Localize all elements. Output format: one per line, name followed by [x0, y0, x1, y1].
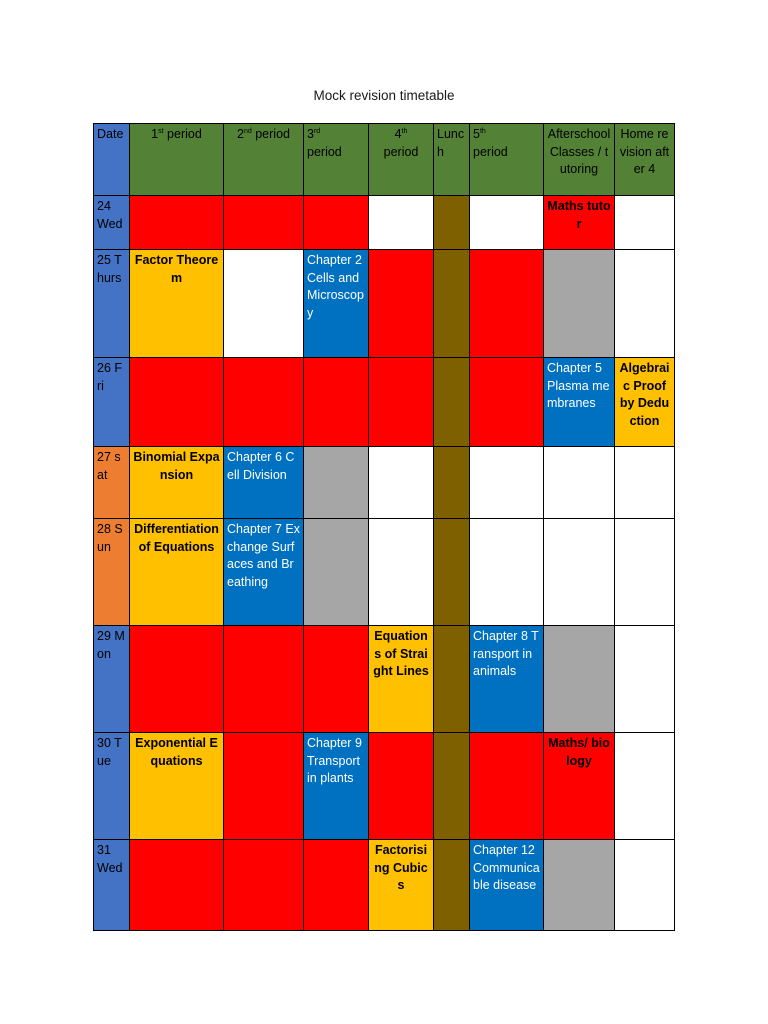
slot-cell [544, 733, 615, 840]
slot-cell [544, 250, 615, 358]
slot-cell [130, 733, 224, 840]
slot-text: Exponential Equations [135, 736, 218, 768]
date-label: 31 Wed [97, 843, 123, 875]
table-row [94, 196, 675, 250]
slot-cell [130, 250, 224, 358]
header-p5-num: 5 [473, 127, 480, 141]
slot-cell [224, 447, 304, 519]
header-p2-sup: nd [243, 128, 252, 135]
table-row [94, 447, 675, 519]
date-cell [94, 626, 130, 733]
slot-cell [369, 733, 434, 840]
slot-cell [615, 840, 675, 931]
slot-cell [224, 840, 304, 931]
slot-text: Chapter 9 Transport in plants [307, 736, 362, 785]
slot-cell [130, 840, 224, 931]
header-p4-label: period [383, 144, 419, 159]
header-period-3 [304, 124, 369, 196]
slot-cell [615, 733, 675, 840]
date-cell [94, 733, 130, 840]
slot-cell [130, 447, 224, 519]
timetable [93, 123, 675, 931]
slot-text: Factorising Cubics [374, 843, 428, 892]
lunch-cell [434, 447, 470, 519]
header-row [94, 124, 675, 196]
slot-text: Chapter 6 Cell Division [227, 450, 295, 482]
header-period-5 [470, 124, 544, 196]
date-label: 25 Thurs [97, 253, 122, 285]
slot-cell [369, 196, 434, 250]
date-cell [94, 519, 130, 626]
header-afterschool-label: Afterschool Classes / tutoring [547, 127, 611, 176]
date-label: 24 Wed [97, 199, 123, 231]
slot-text: Equations of Straight Lines [373, 629, 429, 678]
slot-cell [130, 519, 224, 626]
header-home-label: Home revision after 4 [619, 127, 670, 176]
date-cell [94, 447, 130, 519]
slot-cell [470, 733, 544, 840]
slot-cell [544, 840, 615, 931]
lunch-cell [434, 196, 470, 250]
slot-cell [615, 358, 675, 447]
header-afterschool [544, 124, 615, 196]
slot-cell [470, 196, 544, 250]
slot-cell [369, 447, 434, 519]
lunch-cell [434, 733, 470, 840]
slot-cell [615, 250, 675, 358]
header-lunch [434, 124, 470, 196]
slot-cell [304, 196, 369, 250]
date-cell [94, 196, 130, 250]
slot-cell [470, 519, 544, 626]
lunch-cell [434, 519, 470, 626]
slot-cell [369, 840, 434, 931]
date-label: 28 Sun [97, 522, 123, 554]
slot-cell [224, 519, 304, 626]
header-lunch-label: Lunch [437, 127, 465, 159]
lunch-cell [434, 250, 470, 358]
date-cell [94, 358, 130, 447]
header-p4-num: 4 [394, 127, 402, 141]
header-p1-num: 1 [151, 127, 159, 141]
header-p3-num: 3 [307, 127, 314, 141]
header-period-4 [369, 124, 434, 196]
slot-text: Differentiation of Equations [134, 522, 219, 554]
header-date-label: Date [97, 127, 124, 141]
slot-cell [130, 358, 224, 447]
header-p2-num: 2 [237, 127, 244, 141]
table-row [94, 358, 675, 447]
table-row [94, 250, 675, 358]
lunch-cell [434, 840, 470, 931]
slot-cell [369, 250, 434, 358]
slot-cell [304, 250, 369, 358]
slot-cell [304, 840, 369, 931]
table-row [94, 626, 675, 733]
slot-cell [369, 358, 434, 447]
slot-cell [304, 733, 369, 840]
table-row [94, 519, 675, 626]
slot-text: Chapter 8 Transport in animals [473, 629, 539, 678]
slot-text: Chapter 2 Cells and Microscopy [307, 253, 364, 320]
slot-cell [470, 447, 544, 519]
header-p3-label: period [307, 144, 342, 159]
header-p3-sup: rd [313, 128, 321, 135]
slot-cell [470, 358, 544, 447]
header-period-1 [130, 124, 224, 196]
slot-cell [224, 250, 304, 358]
slot-cell [304, 447, 369, 519]
slot-cell [544, 358, 615, 447]
slot-cell [544, 626, 615, 733]
slot-cell [615, 196, 675, 250]
date-cell [94, 250, 130, 358]
slot-cell [615, 519, 675, 626]
slot-text: Chapter 7 Exchange Surfaces and Breathing [227, 522, 300, 589]
slot-text: Binomial Expansion [133, 450, 220, 482]
date-label: 26 Fri [97, 361, 123, 393]
header-p2-label: period [251, 127, 290, 141]
header-p4-sup: th [401, 128, 408, 135]
slot-cell [224, 358, 304, 447]
slot-cell [470, 250, 544, 358]
date-label: 29 Mon [97, 629, 125, 661]
slot-cell [130, 626, 224, 733]
slot-cell [544, 196, 615, 250]
header-date [94, 124, 130, 196]
slot-cell [544, 447, 615, 519]
slot-cell [369, 519, 434, 626]
header-p1-label: period [163, 127, 202, 141]
header-home-revision [615, 124, 675, 196]
slot-cell [304, 626, 369, 733]
header-p5-sup: th [479, 128, 486, 135]
page-title: Mock revision timetable [313, 88, 455, 103]
slot-cell [304, 519, 369, 626]
slot-cell [470, 840, 544, 931]
date-cell [94, 840, 130, 931]
table-row [94, 840, 675, 931]
date-label: 30 Tue [97, 736, 122, 768]
header-period-2 [224, 124, 304, 196]
slot-cell [544, 519, 615, 626]
slot-text: Factor Theorem [134, 253, 219, 285]
slot-cell [130, 196, 224, 250]
header-p1-sup: st [158, 128, 164, 135]
slot-cell [224, 196, 304, 250]
slot-text: Maths tutor [547, 199, 611, 231]
slot-cell [470, 626, 544, 733]
lunch-cell [434, 626, 470, 733]
slot-cell [615, 626, 675, 733]
slot-cell [224, 626, 304, 733]
slot-cell [615, 447, 675, 519]
date-label: 27 sat [97, 450, 121, 482]
table-row [94, 733, 675, 840]
slot-text: Maths/ biology [548, 736, 610, 768]
slot-cell [369, 626, 434, 733]
slot-cell [304, 358, 369, 447]
lunch-cell [434, 358, 470, 447]
slot-text: Chapter 5 Plasma membranes [547, 361, 610, 410]
slot-cell [224, 733, 304, 840]
header-p5-label: period [473, 144, 508, 159]
slot-text: Chapter 12 Communicable disease [473, 843, 540, 892]
slot-text: Algebraic Proof by Deduction [619, 361, 670, 428]
